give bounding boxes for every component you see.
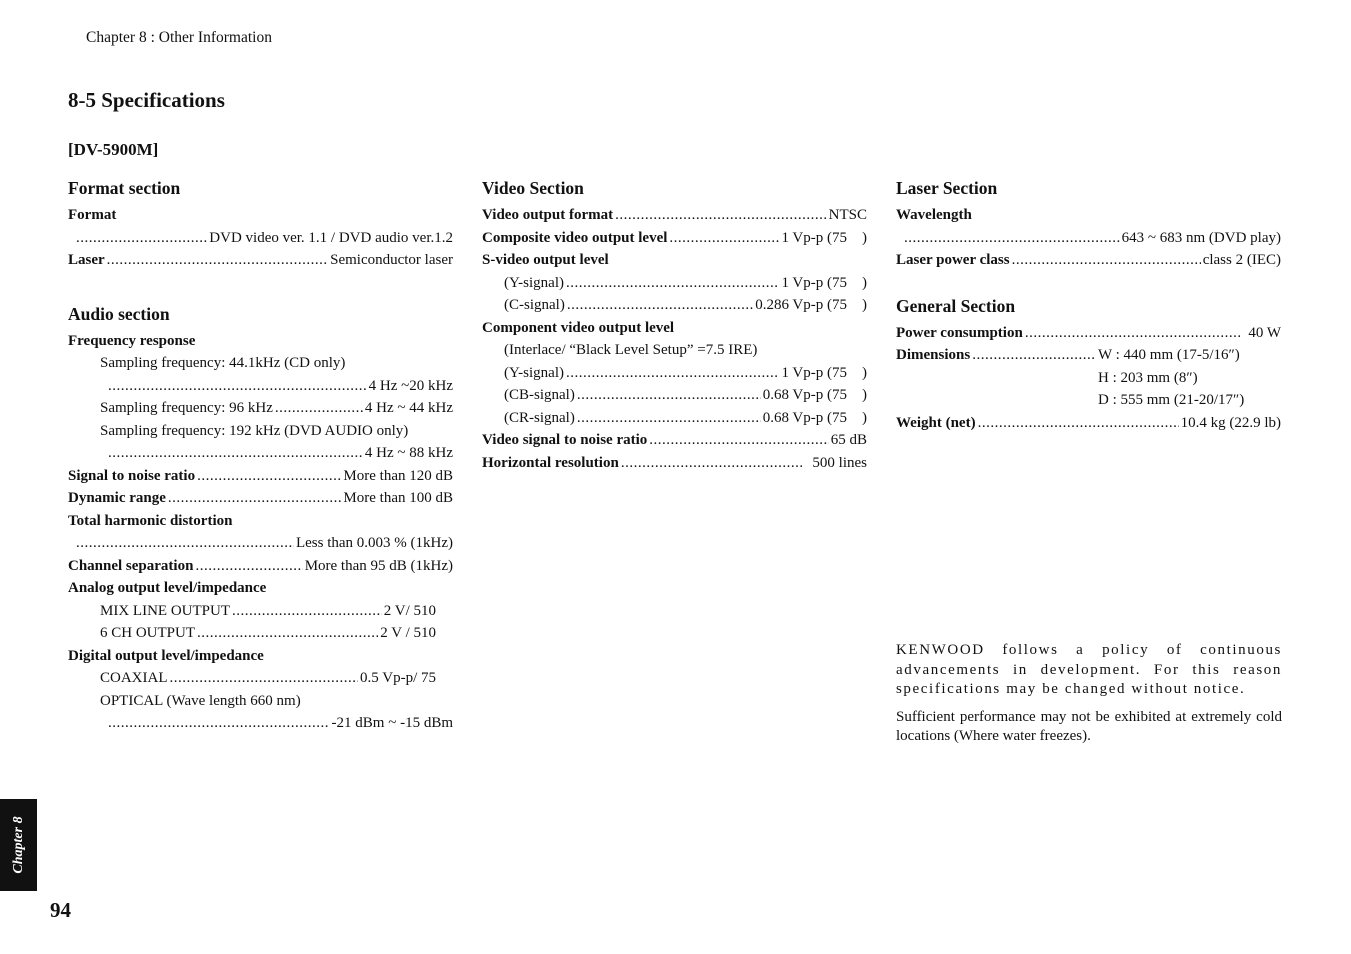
cr-label: (CR-signal) [504, 409, 575, 426]
wt-label: Weight (net) [896, 414, 976, 431]
snr-row [68, 465, 453, 488]
analog-label: Analog output level/impedance [68, 580, 267, 596]
chapter-tab [0, 799, 37, 891]
dr-row [68, 487, 453, 510]
chapter-header: Chapter 8 : Other Information [86, 29, 272, 46]
laser-value: Semiconductor laser [330, 252, 453, 268]
wavelength-label: Wavelength [896, 207, 972, 223]
format-section-title: Format section [68, 178, 181, 198]
dim-w-value: W : 440 mm (17-5/16″) [1098, 347, 1240, 363]
vof-value: NTSC [828, 207, 867, 223]
cr-row [482, 407, 867, 430]
mix-row [68, 600, 436, 623]
laser-row [68, 249, 453, 272]
vof-row [482, 204, 867, 227]
audio-section-title: Audio section [68, 303, 170, 324]
coax-label: COAXIAL [100, 670, 168, 686]
ch6-row [68, 622, 436, 645]
hr-label: Horizontal resolution [482, 454, 619, 471]
sc-value: 0.286 Vp-p (75 ) [755, 297, 867, 313]
freq-96-row [68, 397, 453, 420]
thd-value: Less than 0.003 % (1kHz) [295, 535, 453, 551]
lpc-label: Laser power class [896, 252, 1010, 268]
coax-row [68, 667, 436, 690]
optical-value: -21 dBm ~ -15 dBm [331, 715, 453, 731]
optical-label: OPTICAL (Wave length 660 nm) [100, 692, 301, 709]
comp-label: Component video output level [482, 319, 675, 336]
cr-value: 0.68 Vp-p (75 ) [762, 409, 867, 426]
snr-value: More than 120 dB [343, 467, 453, 484]
format-label: Format [68, 207, 117, 223]
cs-label: Channel separation [68, 557, 194, 574]
column-middle [482, 176, 867, 474]
cy-label: (Y-signal) [504, 364, 564, 381]
sy-row [482, 272, 867, 295]
cb-label: (CB-signal) [504, 387, 575, 403]
wt-row [896, 412, 1281, 435]
wavelength-value: 643 ~ 683 nm (DVD play) [1121, 229, 1281, 246]
cs-row [68, 555, 453, 578]
freq-192-value: 4 Hz ~ 88 kHz [364, 445, 453, 461]
vsnr-label: Video signal to noise ratio [482, 432, 648, 448]
freq-441-value: 4 Hz ~20 kHz [368, 377, 453, 394]
cvo-value: 1 Vp-p (75 ) [781, 229, 867, 246]
column-left [68, 176, 453, 735]
dim-row-d [896, 389, 1281, 412]
cb-row [482, 384, 867, 407]
optical-row [68, 712, 453, 735]
sy-value: 1 Vp-p (75 ) [781, 274, 867, 291]
digital-label: Digital output level/impedance [68, 647, 264, 664]
dr-value: More than 100 dB [343, 490, 453, 506]
column-right [896, 176, 1281, 434]
laser-label: Laser [68, 252, 105, 268]
freq-192-label: Sampling frequency: 192 kHz (DVD AUDIO only) [100, 422, 409, 439]
pc-row [896, 322, 1281, 345]
cy-row [482, 362, 867, 385]
cvo-row [482, 227, 867, 250]
mix-value: 2 V/ 510 [383, 602, 436, 619]
dim-label-row [896, 344, 1098, 367]
coax-value: 0.5 Vp-p/ 75 [360, 670, 436, 686]
pc-label: Power consumption [896, 324, 1023, 341]
snr-label: Signal to noise ratio [68, 467, 196, 484]
notice [896, 641, 1282, 755]
freq-96-label: Sampling frequency: 96 kHz [100, 400, 273, 416]
dim-h-value: H : 203 mm (8″) [1098, 369, 1198, 386]
cvo-label: Composite video output level [482, 229, 668, 246]
page-number: 94 [50, 898, 71, 922]
dim-row-w [896, 344, 1281, 367]
svo-label: S-video output level [482, 252, 609, 268]
general-section-title: General Section [896, 295, 1016, 316]
mix-label: MIX LINE OUTPUT [100, 602, 230, 619]
interlace-note: (Interlace/ “Black Level Setup” =7.5 IRE) [504, 342, 758, 358]
hr-value: 500 lines [812, 454, 867, 471]
vof-label: Video output format [482, 207, 614, 223]
notice-policy: KENWOOD follows a policy of continuous advancements in development. For this reason specifications may be changed without notice. [896, 642, 1282, 697]
freq-192-row [68, 442, 453, 465]
video-section-title: Video Section [482, 178, 584, 198]
cs-value: More than 95 dB (1kHz) [304, 557, 453, 574]
format-value: DVD video ver. 1.1 / DVD audio ver.1.2 [209, 229, 453, 246]
freq-label: Frequency response [68, 332, 196, 349]
dr-label: Dynamic range [68, 490, 166, 506]
chapter-tab-label: Chapter 8 [10, 816, 26, 874]
page-title: 8-5 Specifications [68, 88, 225, 112]
model-name: [DV-5900M] [68, 140, 159, 159]
format-row [68, 227, 453, 250]
dim-label: Dimensions [896, 347, 971, 363]
thd-row [68, 532, 453, 555]
lpc-value: class 2 (IEC) [1202, 252, 1281, 268]
ch6-label: 6 CH OUTPUT [100, 625, 196, 641]
notice-cold: Sufficient performance may not be exhibited at extremely cold locations (Where water freezes). [896, 708, 1282, 744]
sy-label: (Y-signal) [504, 274, 564, 291]
laser-section-title: Laser Section [896, 178, 998, 198]
wavelength-row [896, 227, 1281, 250]
vsnr-row [482, 429, 867, 452]
ch6-value: 2 V / 510 [380, 625, 436, 641]
vsnr-value: 65 dB [830, 432, 867, 448]
dim-row-h [896, 367, 1281, 390]
freq-441-label: Sampling frequency: 44.1kHz (CD only) [100, 355, 346, 371]
freq-96-value: 4 Hz ~ 44 kHz [364, 400, 453, 416]
hr-row [482, 452, 867, 475]
sc-label: (C-signal) [504, 297, 565, 313]
lpc-row [896, 249, 1281, 272]
cb-value: 0.68 Vp-p (75 ) [762, 387, 867, 403]
dim-d-value: D : 555 mm (21-20/17″) [1098, 392, 1245, 408]
freq-441-row [68, 375, 453, 398]
cy-value: 1 Vp-p (75 ) [781, 364, 867, 381]
thd-label: Total harmonic distortion [68, 512, 233, 529]
pc-value: 40 W [1248, 324, 1281, 341]
sc-row [482, 294, 867, 317]
wt-value: 10.4 kg (22.9 lb) [1180, 414, 1281, 431]
